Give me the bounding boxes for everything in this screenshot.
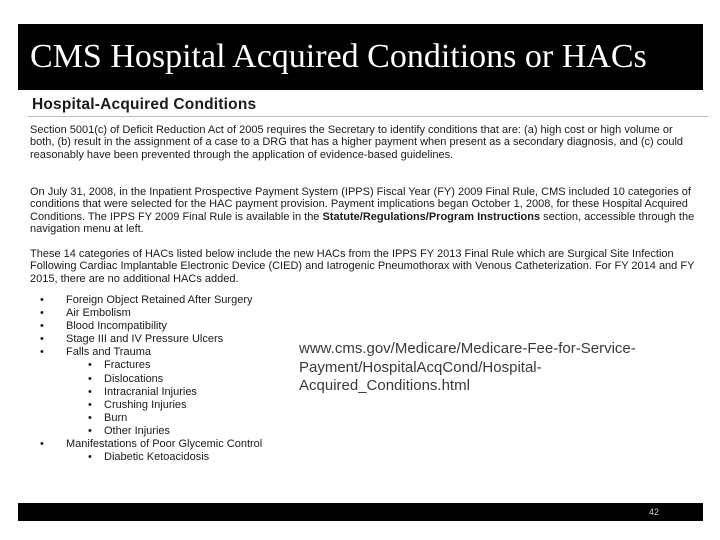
sub-bullet: • (88, 385, 92, 398)
title-divider (28, 116, 708, 117)
sub-list-item-label: Other Injuries (104, 424, 171, 437)
bullet: • (40, 320, 44, 333)
sub-bullet: • (88, 411, 92, 424)
paragraph-july-2008-end: section, accessible through the navigation menu at left. (30, 210, 695, 236)
sub-list-item (88, 411, 262, 425)
sub-bullet: • (88, 359, 92, 372)
list-item (40, 294, 262, 307)
page-number: 42 (648, 507, 659, 517)
list-item-label: Blood Incompatibility (66, 320, 167, 333)
glycemic-sublist (66, 451, 262, 464)
sub-list-item-label: Crushing Injuries (104, 398, 187, 411)
list-item (40, 333, 262, 346)
sub-list-item-label: Intracranial Injuries (104, 385, 197, 398)
sub-bullet: • (88, 451, 92, 464)
source-url: www.cms.gov/Medicare/Medicare-Fee-for-Service-Payment/HospitalAcqCond/Hospital-Acquired_Conditions.html (299, 340, 639, 396)
statute-regulations-link[interactable]: Statute/Regulations/Program Instructions (322, 210, 541, 223)
list-item-label: Falls and Trauma (66, 346, 151, 359)
sub-list-item (88, 359, 262, 372)
hac-list (40, 294, 263, 464)
sub-list-item (88, 451, 262, 464)
list-item-label: Foreign Object Retained After Surgery (66, 294, 253, 306)
list-item-label: Manifestations of Poor Glycemic Control (66, 438, 263, 451)
sub-bullet: • (88, 424, 92, 437)
list-item-label: Air Embolism (66, 307, 131, 320)
sub-bullet: • (88, 372, 92, 385)
bullet: • (40, 294, 44, 306)
list-item (40, 307, 262, 320)
doc-title: Hospital-Acquired Conditions (32, 96, 257, 113)
sub-bullet: • (88, 398, 92, 411)
list-item-label: Stage III and IV Pressure Ulcers (66, 333, 224, 346)
falls-sublist (66, 359, 262, 438)
footer-bar (18, 503, 703, 521)
paragraph-july-2008 (30, 186, 695, 236)
bullet: • (40, 307, 44, 320)
bullet: • (40, 438, 44, 451)
sub-list-item-label: Dislocations (104, 372, 164, 385)
paragraph-section-5001: Section 5001(c) of Deficit Reduction Act of 2005 requires the Secretary to identify conditions that are: (a) high cost or high volume or both, (b) result in the assignment of a case to a DRG that has a higher payment when present as a secondary diagnosis, and (c) could reasonably have been prevented through the application of evidence-based guidelines. (30, 124, 684, 161)
sub-list-item (88, 398, 262, 412)
list-item (40, 346, 262, 438)
list-item (40, 320, 262, 333)
sub-list-item-label: Diabetic Ketoacidosis (104, 451, 210, 464)
bullet: • (40, 346, 44, 359)
slide-title: CMS Hospital Acquired Conditions or HACs (18, 24, 703, 90)
list-item (40, 438, 263, 464)
bullet: • (40, 333, 44, 346)
paragraph-14-categories: These 14 categories of HACs listed below include the new HACs from the IPPS FY 2013 Final Rule which are Surgical Site Infection Following Cardiac Implantable Electronic Device (CIED) and Iatrogenic Pneumothorax with Venous Catheterization. For FY 2014 and FY 2015, there are no additional HACs added. (30, 248, 695, 285)
sub-list-item-label: Fractures (104, 359, 151, 372)
sub-list-item (88, 424, 262, 438)
sub-list-item (88, 385, 262, 399)
sub-list-item-label: Burn (104, 411, 128, 424)
sub-list-item (88, 372, 262, 386)
paragraph-july-2008-text: On July 31, 2008, in the Inpatient Prospective Payment System (IPPS) Fiscal Year (FY) 2009 Final Rule, CMS included 10 categories of conditions that were selected for the HAC payment provision. Payment implications began October 1, 2008, for these Hospital Acquired Conditions. The IPPS FY 2009 Final Rule is available in the (30, 186, 691, 223)
